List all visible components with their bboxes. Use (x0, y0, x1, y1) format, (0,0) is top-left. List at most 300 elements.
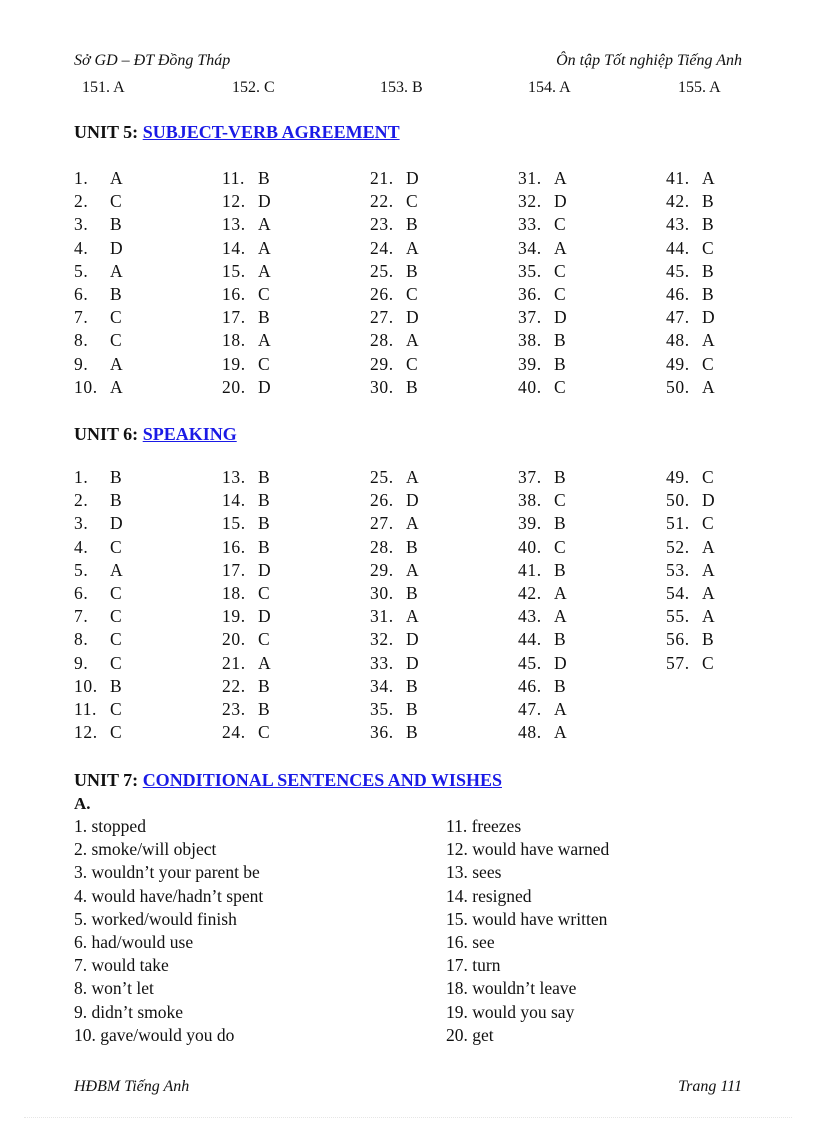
answer-letter: A (702, 168, 716, 188)
answer-item (222, 676, 270, 697)
question-number: 47. (666, 307, 690, 328)
answer-item (222, 629, 270, 650)
answer-item (222, 238, 271, 259)
answer-letter: A (554, 168, 568, 188)
answer-letter: C (406, 353, 419, 374)
answer-item: 15. would have written (446, 908, 608, 929)
question-number: 22. (222, 675, 246, 696)
answer-item (370, 722, 418, 743)
answer-letter: A (702, 559, 716, 580)
answer-item (74, 699, 122, 720)
answer-item: 11. freezes (446, 816, 522, 836)
answer-item (518, 238, 567, 259)
question-number: 35. (370, 699, 394, 719)
answer-item (370, 583, 418, 604)
question-number: 23. (370, 214, 394, 235)
question-number: 20. (222, 629, 246, 650)
answer-item (666, 261, 714, 282)
answer-item (666, 191, 714, 212)
answer-letter: A (110, 376, 124, 397)
question-number: 41. (518, 559, 542, 580)
answer-item (74, 583, 122, 604)
answer-letter: C (406, 191, 419, 212)
answer-letter: C (702, 467, 715, 487)
question-number: 49. (666, 353, 690, 374)
question-number: 12. (74, 722, 98, 743)
previous-answers-row (82, 79, 742, 99)
unit6-link[interactable]: SPEAKING (142, 424, 237, 444)
answer-item (518, 513, 566, 534)
answer-item (370, 560, 419, 581)
question-number: 36. (370, 722, 394, 743)
answer-letter: C (702, 652, 715, 673)
answer-item: 151. A (82, 79, 125, 96)
answer-item: 155. A (678, 79, 721, 96)
question-number: 28. (370, 330, 394, 351)
answer-letter: B (258, 513, 271, 534)
question-number: 1. (74, 467, 89, 487)
question-number: 26. (370, 284, 394, 304)
answer-item (222, 284, 270, 305)
answer-item (518, 676, 566, 697)
answer-letter: A (702, 330, 716, 351)
question-number: 27. (370, 513, 394, 534)
question-number: 39. (518, 353, 542, 374)
answer-item (370, 653, 419, 674)
answer-letter: C (110, 307, 123, 328)
answer-item (74, 722, 122, 743)
answer-item: 20. get (446, 1024, 494, 1045)
answer-letter: D (406, 168, 420, 188)
answer-item (222, 261, 271, 282)
answer-letter: C (110, 606, 123, 627)
question-number: 42. (518, 583, 542, 603)
footer-left: HĐBM Tiếng Anh (74, 1078, 190, 1095)
answer-item (222, 699, 270, 720)
answer-item (666, 307, 715, 328)
answer-letter: B (702, 284, 715, 304)
answer-item (666, 653, 714, 674)
answer-letter: B (406, 722, 419, 743)
answer-letter: C (258, 583, 271, 603)
question-number: 30. (370, 583, 394, 603)
question-number: 15. (222, 513, 246, 534)
question-number: 7. (74, 307, 89, 328)
question-number: 52. (666, 536, 690, 557)
answer-item (222, 168, 270, 189)
answer-item (518, 191, 567, 212)
question-number: 40. (518, 536, 542, 557)
unit6-prefix: UNIT 6: (74, 424, 143, 444)
answer-item (74, 629, 122, 650)
answer-item (518, 330, 566, 351)
answer-item (222, 490, 270, 511)
question-number: 46. (518, 675, 542, 696)
answer-letter: D (258, 559, 272, 580)
question-number: 45. (666, 260, 690, 281)
answer-item: 14. resigned (446, 885, 532, 906)
answer-item (518, 560, 566, 581)
question-number: 25. (370, 260, 394, 281)
question-number: 38. (518, 490, 542, 511)
page-number: Trang 111 (678, 1078, 742, 1095)
question-number: 11. (74, 699, 98, 719)
unit5-prefix: UNIT 5: (74, 122, 143, 142)
page-bottom-border (24, 1117, 792, 1118)
answer-item (666, 377, 715, 398)
question-number: 33. (518, 214, 542, 235)
answer-letter: C (702, 237, 715, 258)
question-number: 29. (370, 559, 394, 580)
answer-letter: A (406, 606, 420, 627)
answer-letter: D (554, 191, 568, 212)
answer-item: 18. wouldn’t leave (446, 978, 577, 999)
answer-item (74, 490, 122, 511)
answer-item: 12. would have warned (446, 839, 610, 860)
answer-letter: A (554, 583, 568, 603)
answer-letter: B (554, 513, 567, 534)
question-number: 15. (222, 260, 246, 281)
question-number: 51. (666, 513, 690, 534)
answer-letter: D (406, 307, 420, 328)
answer-item: 154. A (528, 79, 571, 96)
question-number: 12. (222, 191, 246, 212)
answer-letter: B (110, 214, 123, 235)
question-number: 53. (666, 559, 690, 580)
answer-letter: C (554, 214, 567, 235)
question-number: 21. (370, 168, 394, 188)
question-number: 32. (518, 191, 542, 212)
answer-item (74, 307, 122, 328)
question-number: 32. (370, 629, 394, 650)
question-number: 14. (222, 490, 246, 511)
answer-letter: A (258, 214, 272, 235)
question-number: 50. (666, 490, 690, 511)
answer-item (370, 330, 419, 351)
answer-item: 13. sees (446, 862, 502, 883)
question-number: 19. (222, 606, 246, 627)
answer-letter: C (258, 353, 271, 374)
answer-item (370, 168, 419, 189)
answer-item (222, 191, 271, 212)
question-number: 5. (74, 559, 89, 580)
question-number: 30. (370, 376, 394, 397)
answer-item: 8. won’t let (74, 978, 154, 999)
answer-letter: C (702, 353, 715, 374)
answer-letter: B (258, 168, 271, 188)
unit7-link[interactable]: CONDITIONAL SENTENCES AND WISHES (142, 770, 502, 790)
answer-letter: B (406, 583, 419, 603)
header-left: Sở GD – ĐT Đồng Tháp (74, 52, 231, 69)
answer-letter: C (110, 583, 123, 603)
answer-item: 5. worked/would finish (74, 908, 237, 929)
answer-item (74, 354, 123, 375)
question-number: 43. (666, 214, 690, 235)
answer-letter: C (554, 536, 567, 557)
answer-letter: A (110, 168, 124, 188)
answer-item (370, 699, 418, 720)
answer-letter: A (110, 353, 124, 374)
answer-item: 1. stopped (74, 816, 146, 836)
question-number: 39. (518, 513, 542, 534)
answer-item (370, 490, 419, 511)
question-number: 34. (518, 237, 542, 258)
answer-letter: B (406, 260, 419, 281)
answer-letter: C (258, 722, 271, 743)
unit6-title (74, 424, 237, 445)
answer-letter: D (554, 652, 568, 673)
answer-item (222, 467, 270, 488)
question-number: 29. (370, 353, 394, 374)
answer-item (370, 467, 419, 488)
unit7-prefix: UNIT 7: (74, 770, 143, 790)
question-number: 31. (370, 606, 394, 627)
question-number: 18. (222, 330, 246, 351)
question-number: 6. (74, 583, 89, 603)
answer-item (74, 377, 123, 398)
answer-letter: A (406, 467, 420, 487)
answer-letter: A (258, 652, 272, 673)
answer-item (222, 583, 270, 604)
answer-item (518, 261, 566, 282)
unit7-title (74, 770, 502, 791)
answer-item (370, 238, 419, 259)
answer-item (666, 168, 715, 189)
answer-letter: C (554, 490, 567, 511)
question-number: 20. (222, 376, 246, 397)
answer-item (74, 214, 122, 235)
question-number: 6. (74, 284, 89, 304)
answer-item: 152. C (232, 79, 275, 96)
answer-letter: C (110, 191, 123, 212)
answer-item (666, 330, 715, 351)
answer-letter: A (258, 330, 272, 351)
answer-item (518, 354, 566, 375)
answer-item (74, 513, 123, 534)
answer-letter: C (258, 629, 271, 650)
answer-item (370, 261, 418, 282)
question-number: 44. (666, 237, 690, 258)
question-number: 2. (74, 191, 89, 212)
answer-item (370, 676, 418, 697)
answer-item: 16. see (446, 932, 495, 952)
answer-item: 3. wouldn’t your parent be (74, 862, 260, 883)
answer-item (222, 537, 270, 558)
answer-item (666, 629, 714, 650)
answer-letter: B (110, 284, 123, 304)
answer-item (518, 214, 566, 235)
answer-item: 153. B (380, 79, 423, 96)
answer-item (74, 560, 123, 581)
question-number: 16. (222, 536, 246, 557)
answer-item (74, 284, 122, 305)
question-number: 45. (518, 652, 542, 673)
answer-letter: A (406, 559, 420, 580)
answer-item (74, 467, 122, 488)
answer-letter: B (702, 214, 715, 235)
answer-item (518, 168, 567, 189)
question-number: 4. (74, 536, 89, 557)
question-number: 1. (74, 168, 89, 188)
answer-item (666, 490, 715, 511)
question-number: 2. (74, 490, 89, 511)
question-number: 56. (666, 629, 690, 650)
answer-item (222, 214, 271, 235)
answer-letter: B (110, 490, 123, 511)
answer-item: 9. didn’t smoke (74, 1001, 184, 1022)
question-number: 44. (518, 629, 542, 650)
answer-item (222, 307, 270, 328)
answer-item (518, 537, 566, 558)
question-number: 41. (666, 168, 690, 188)
question-number: 37. (518, 307, 542, 328)
question-number: 3. (74, 214, 89, 235)
answer-item (518, 699, 567, 720)
answer-letter: A (110, 559, 124, 580)
answer-letter: C (110, 536, 123, 557)
question-number: 8. (74, 629, 89, 650)
answer-item (74, 537, 122, 558)
answer-item (666, 560, 715, 581)
answer-item (666, 606, 715, 627)
answer-letter: B (554, 675, 567, 696)
answer-letter: B (110, 675, 123, 696)
question-number: 9. (74, 353, 89, 374)
answer-item (74, 330, 122, 351)
answer-letter: D (110, 237, 124, 258)
question-number: 18. (222, 583, 246, 603)
answer-letter: A (406, 237, 420, 258)
answer-letter: C (406, 284, 419, 304)
answer-letter: D (258, 191, 272, 212)
question-number: 50. (666, 376, 690, 397)
answer-item (370, 284, 418, 305)
answer-letter: C (554, 260, 567, 281)
header-right: Ôn tập Tốt nghiệp Tiếng Anh (556, 52, 742, 69)
answer-letter: A (406, 330, 420, 351)
question-number: 14. (222, 237, 246, 258)
question-number: 57. (666, 652, 690, 673)
answer-item (370, 191, 418, 212)
answer-item (74, 261, 123, 282)
question-number: 40. (518, 376, 542, 397)
question-number: 10. (74, 376, 98, 397)
unit5-title (74, 122, 400, 143)
question-number: 31. (518, 168, 542, 188)
answer-item (222, 653, 271, 674)
answer-item (518, 653, 567, 674)
answer-item (666, 583, 715, 604)
page-footer (74, 1078, 742, 1098)
answer-item: 6. had/would use (74, 932, 194, 952)
question-number: 34. (370, 675, 394, 696)
question-number: 22. (370, 191, 394, 212)
question-number: 16. (222, 284, 246, 304)
answer-item: 4. would have/hadn’t spent (74, 885, 264, 906)
answer-letter: D (258, 376, 272, 397)
question-number: 21. (222, 652, 246, 673)
answer-item (518, 606, 567, 627)
answer-letter: A (702, 376, 716, 397)
answer-item: 7. would take (74, 955, 169, 976)
question-number: 28. (370, 536, 394, 557)
answer-item (74, 653, 122, 674)
answer-item (370, 606, 419, 627)
answer-letter: A (554, 237, 568, 258)
answer-letter: A (554, 722, 568, 743)
answer-item (666, 354, 714, 375)
answer-letter: C (110, 330, 123, 351)
answer-letter: B (258, 675, 271, 696)
answer-item (666, 537, 715, 558)
answer-item (74, 168, 123, 189)
answer-letter: A (702, 583, 716, 603)
answer-letter: C (258, 284, 271, 304)
question-number: 13. (222, 214, 246, 235)
question-number: 19. (222, 353, 246, 374)
answer-letter: D (702, 307, 716, 328)
answer-item (222, 330, 271, 351)
answer-item (518, 284, 566, 305)
answer-letter: A (554, 699, 568, 719)
answer-item (370, 307, 419, 328)
answer-letter: A (406, 513, 420, 534)
answer-item (370, 629, 419, 650)
answer-item (518, 583, 567, 604)
question-number: 3. (74, 513, 89, 534)
question-number: 13. (222, 467, 246, 487)
answer-item (222, 513, 270, 534)
answer-item (666, 467, 714, 488)
question-number: 49. (666, 467, 690, 487)
question-number: 4. (74, 237, 89, 258)
answer-item (666, 238, 714, 259)
question-number: 26. (370, 490, 394, 511)
answer-letter: A (702, 536, 716, 557)
answer-item (222, 560, 271, 581)
question-number: 38. (518, 330, 542, 351)
question-number: 24. (222, 722, 246, 743)
answer-letter: A (702, 606, 716, 627)
answer-item (518, 377, 566, 398)
answer-letter: B (258, 307, 271, 328)
answer-letter: B (406, 675, 419, 696)
answer-letter: B (258, 699, 271, 719)
answer-item (666, 513, 714, 534)
answer-item (74, 606, 122, 627)
question-number: 43. (518, 606, 542, 627)
answer-letter: C (110, 652, 123, 673)
answer-letter: A (258, 237, 272, 258)
question-number: 5. (74, 260, 89, 281)
question-number: 47. (518, 699, 542, 719)
question-number: 36. (518, 284, 542, 304)
question-number: 37. (518, 467, 542, 487)
question-number: 8. (74, 330, 89, 351)
question-number: 17. (222, 307, 246, 328)
answer-item (222, 606, 271, 627)
answer-letter: B (258, 467, 271, 487)
question-number: 48. (666, 330, 690, 351)
answer-item (222, 377, 271, 398)
answer-letter: D (406, 652, 420, 673)
answer-letter: C (110, 722, 123, 743)
answer-letter: D (110, 513, 124, 534)
unit5-link[interactable]: SUBJECT-VERB AGREEMENT (142, 122, 400, 142)
answer-letter: B (554, 330, 567, 351)
answer-item (666, 214, 714, 235)
answer-letter: B (406, 214, 419, 235)
